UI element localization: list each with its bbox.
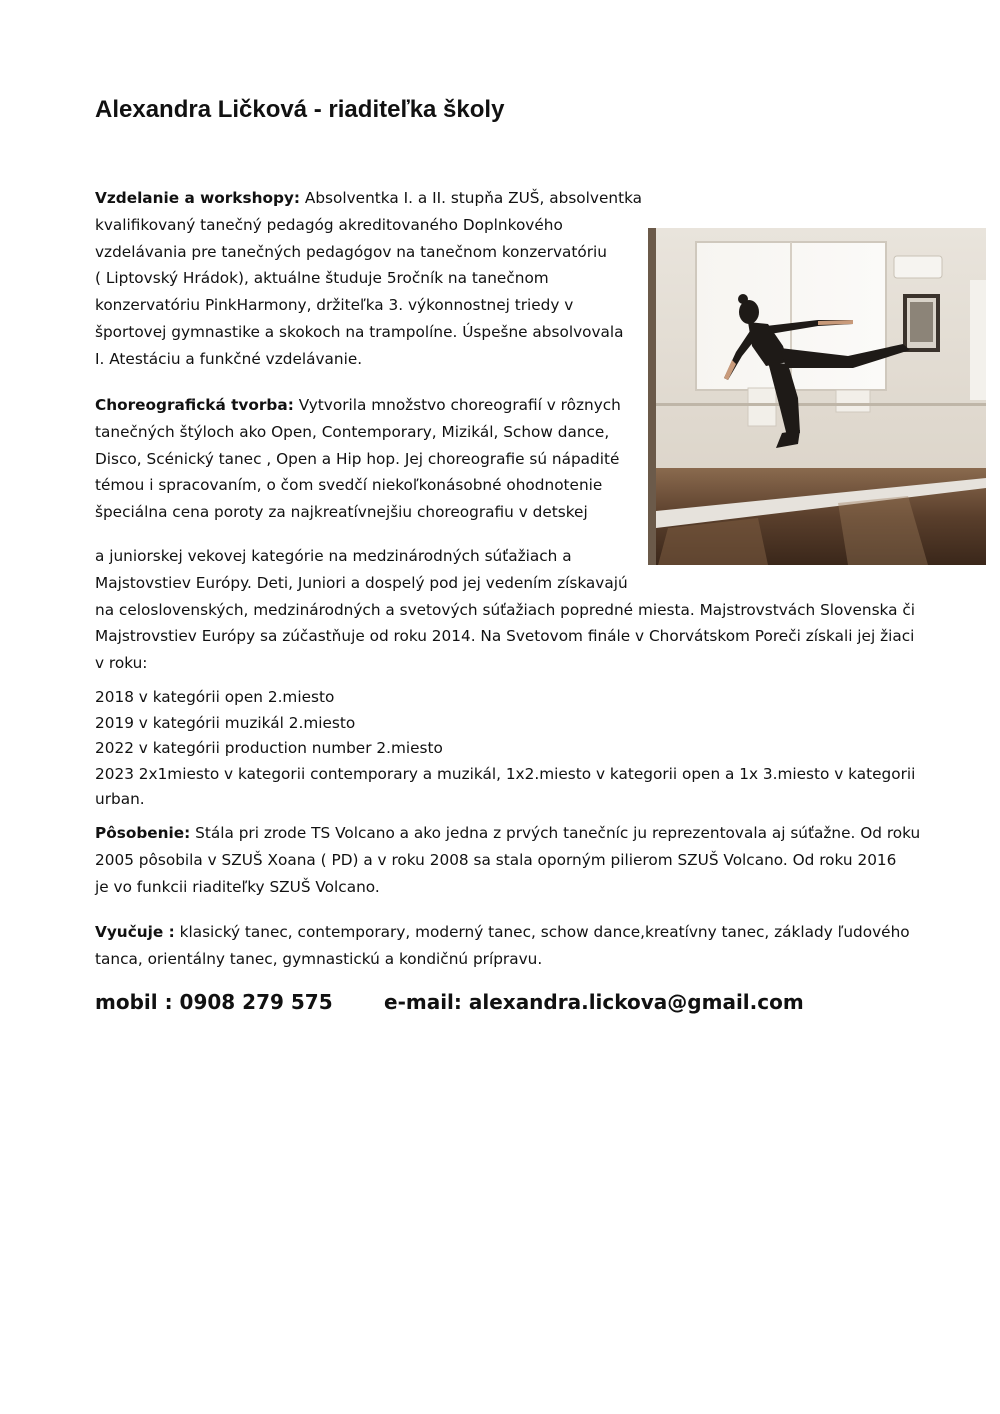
choreography-line: tanečných štýloch ako Open, Contemporary, Mizikál, Schow dance,: [95, 422, 610, 441]
education-line: ( Liptovský Hrádok), aktuálne študuje 5ročník na tanečnom: [95, 269, 549, 288]
choreography-line: špeciálna cena poroty za najkreatívnejšiu choreografiu v detskej: [95, 503, 588, 522]
continuation-line: na celoslovenských, medzinárodných a svetových súťažiach popredné miesta. Majstrovstvách Slovenska či: [95, 600, 916, 619]
continuation-line: Majstrovstiev Európy sa zúčastňuje od roku 2014. Na Svetovom finále v Chorvátskom Poreči získali jej žiaci: [95, 627, 915, 646]
choreography-line: Choreografická tvorba: Vytvorila množstvo choreografií v rôznych: [95, 396, 621, 414]
education-line: vzdelávania pre tanečných pedagógov na tanečnom konzervatóriu: [95, 242, 607, 261]
work-line: je vo funkcii riaditeľky SZUŠ Volcano.: [95, 877, 380, 896]
email-address[interactable]: e-mail: alexandra.lickova@gmail.com: [384, 990, 804, 1014]
choreography-line: Disco, Scénický tanec , Open a Hip hop. Jej choreografie sú nápadité: [95, 449, 620, 468]
teaches-label: Vyučuje :: [95, 923, 175, 941]
choreography-paragraph: [95, 392, 621, 526]
education-line: Vzdelanie a workshopy: Absolventka I. a II. stupňa ZUŠ, absolventka: [95, 189, 643, 207]
result-item: 2018 v kategórii open 2.miesto: [95, 688, 335, 706]
dancer-photo: [648, 228, 986, 565]
result-item: urban.: [95, 790, 145, 808]
teaches-line: Vyučuje : klasický tanec, contemporary, moderný tanec, schow dance,kreatívny tanec, základy ľudového: [95, 923, 910, 941]
education-line: konzervatóriu PinkHarmony, držiteľka 3. výkonnostnej triedy v: [95, 296, 574, 315]
continuation-line: a juniorskej vekovej kategórie na medzinárodných súťažiach a: [95, 547, 572, 565]
work-paragraph: [95, 820, 920, 900]
choreography-label: Choreografická tvorba:: [95, 396, 294, 414]
continuation-line: v roku:: [95, 654, 148, 673]
education-line: I. Atestáciu a funkčné vzdelávanie.: [95, 349, 363, 368]
education-line: kvalifikovaný tanečný pedagóg akreditovaného Doplnkového: [95, 215, 563, 234]
phone-number: mobil : 0908 279 575: [95, 990, 333, 1014]
result-item: 2019 v kategórii muzikál 2.miesto: [95, 713, 356, 732]
work-line: Pôsobenie: Stála pri zrode TS Volcano a ako jedna z prvých tanečníc ju reprezentovala aj súťažne. Od roku: [95, 824, 921, 842]
education-paragraph: [95, 185, 642, 373]
work-line: 2005 pôsobila v SZUŠ Xoana ( PD) a v roku 2008 sa stala oporným pilierom SZUŠ Volcano. Od roku 2016: [95, 850, 897, 869]
results-list: [95, 685, 915, 813]
education-line: športovej gymnastike a skokoch na trampolíne. Úspešne absolvovala: [95, 322, 624, 341]
choreography-line: témou i spracovaním, o čom svedčí niekoľkonásobné ohodnotenie: [95, 476, 603, 495]
result-item: 2023 2x1miesto v kategorii contemporary a muzikál, 1x2.miesto v kategorii open a 1x 3.miesto v kategorii: [95, 764, 916, 783]
teaches-paragraph: [95, 919, 910, 973]
work-label: Pôsobenie:: [95, 824, 191, 842]
result-item: 2022 v kategórii production number 2.miesto: [95, 739, 443, 757]
continuation-line: Majstovstiev Európy. Deti, Juniori a dospelý pod jej vedením získavajú: [95, 573, 628, 592]
page-title: Alexandra Ličková - riaditeľka školy: [95, 96, 505, 123]
teaches-line: tanca, orientálny tanec, gymnastickú a kondičnú prípravu.: [95, 949, 543, 968]
education-label: Vzdelanie a workshopy:: [95, 189, 301, 207]
